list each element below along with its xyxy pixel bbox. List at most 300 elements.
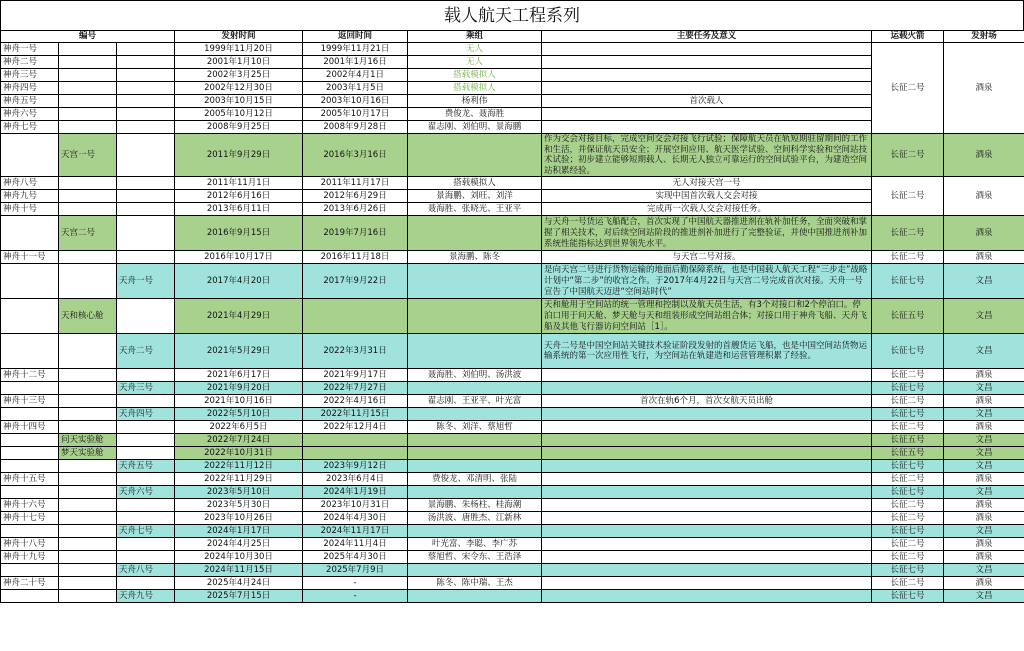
cell-launch-date: 2024年10月30日 — [175, 551, 303, 564]
cell-launch-date: 1999年11月20日 — [175, 43, 303, 56]
cell-shenzhou-id: 神舟二十号 — [1, 577, 59, 590]
cell-station-id — [59, 56, 117, 69]
cell-task — [542, 121, 872, 134]
cell-crew: 陈冬、陈中瑞、王杰 — [408, 577, 542, 590]
cell-site: 文昌 — [944, 334, 1024, 369]
cell-return-date: 2011年11月17日 — [303, 177, 408, 190]
cell-rocket: 长征七号 — [872, 486, 944, 499]
cell-crew — [408, 460, 542, 473]
cell-crew — [408, 216, 542, 251]
table-row — [1, 382, 1024, 395]
cell-return-date: 2022年4月16日 — [303, 395, 408, 408]
cell-cargo-id — [117, 473, 175, 486]
cell-shenzhou-id — [1, 590, 59, 603]
cell-site: 酒泉 — [944, 216, 1024, 251]
cell-station-id — [59, 177, 117, 190]
cell-rocket: 长征七号 — [872, 460, 944, 473]
cell-task — [542, 434, 872, 447]
cell-station-id — [59, 577, 117, 590]
cell-crew: 搭载模拟人 — [408, 82, 542, 95]
cell-rocket: 长征二号 — [872, 538, 944, 551]
cell-task: 天和舱用于空间站的统一管理和控制以及航天员生活，有3个对接口和2个停泊口。停泊口用于问天舱、梦天舱与天和组装形成空间站组合体；对接口用于神舟飞船、天舟飞船及其他飞行器访问空间站［1］。 — [542, 299, 872, 334]
cell-cargo-id — [117, 69, 175, 82]
cell-return-date: 2022年7月27日 — [303, 382, 408, 395]
table-row — [1, 551, 1024, 564]
cell-cargo-id — [117, 216, 175, 251]
cell-rocket: 长征二号 — [872, 421, 944, 434]
cell-station-id — [59, 473, 117, 486]
cell-launch-date: 2022年11月12日 — [175, 460, 303, 473]
cell-crew — [408, 564, 542, 577]
cell-cargo-id — [117, 95, 175, 108]
cell-crew: 费俊龙、聂海胜 — [408, 108, 542, 121]
cell-site: 酒泉 — [944, 177, 1024, 216]
cell-launch-date: 2021年9月20日 — [175, 382, 303, 395]
cell-cargo-id — [117, 203, 175, 216]
cell-cargo-id — [117, 108, 175, 121]
cell-task: 是向天宫二号进行货物运输的地面后勤保障系统，也是中国载人航天工程“三步走”战略计划中“第二步”的收官之作。于2017年4月22日与天宫二号完成首次对接。天舟一号宣告了中国航天迈进“空间站时代” — [542, 264, 872, 299]
cell-return-date: 2003年1月5日 — [303, 82, 408, 95]
cell-cargo-id — [117, 251, 175, 264]
cell-return-date: 2001年1月16日 — [303, 56, 408, 69]
cell-cargo-id — [117, 134, 175, 177]
cell-return-date: 1999年11月21日 — [303, 43, 408, 56]
cell-task — [542, 486, 872, 499]
table-row — [1, 538, 1024, 551]
cell-launch-date: 2024年1月17日 — [175, 525, 303, 538]
cell-shenzhou-id: 神舟七号 — [1, 121, 59, 134]
cell-site: 酒泉 — [944, 421, 1024, 434]
table-row — [1, 512, 1024, 525]
cell-rocket: 长征二号 — [872, 395, 944, 408]
cell-crew: 景海鹏、陈冬 — [408, 251, 542, 264]
table-row — [1, 82, 1024, 95]
cell-return-date: 2024年4月30日 — [303, 512, 408, 525]
cell-site: 酒泉 — [944, 369, 1024, 382]
cell-shenzhou-id — [1, 460, 59, 473]
cell-task — [542, 499, 872, 512]
cell-site: 文昌 — [944, 408, 1024, 421]
cell-launch-date: 2011年11月1日 — [175, 177, 303, 190]
cell-task: 与天宫二号对接。 — [542, 251, 872, 264]
cell-rocket: 长征二号 — [872, 551, 944, 564]
table-row — [1, 251, 1024, 264]
cell-crew: 蔡旭哲、宋令东、王浩泽 — [408, 551, 542, 564]
cell-task — [542, 447, 872, 460]
cell-shenzhou-id: 神舟十一号 — [1, 251, 59, 264]
cell-task — [542, 82, 872, 95]
cell-station-id: 天宫一号 — [59, 134, 117, 177]
cell-shenzhou-id: 神舟八号 — [1, 177, 59, 190]
cell-launch-date: 2025年4月24日 — [175, 577, 303, 590]
cell-crew: 搭载模拟人 — [408, 177, 542, 190]
cell-launch-date: 2024年4月25日 — [175, 538, 303, 551]
table-row — [1, 473, 1024, 486]
cell-shenzhou-id — [1, 299, 59, 334]
table-row — [1, 69, 1024, 82]
cell-cargo-id — [117, 299, 175, 334]
table-row — [1, 577, 1024, 590]
cell-shenzhou-id: 神舟十五号 — [1, 473, 59, 486]
cell-launch-date: 2002年12月30日 — [175, 82, 303, 95]
table-row — [1, 395, 1024, 408]
cell-launch-date: 2002年3月25日 — [175, 69, 303, 82]
cell-return-date: 2019年7月16日 — [303, 216, 408, 251]
cell-rocket: 长征七号 — [872, 525, 944, 538]
cell-site: 酒泉 — [944, 251, 1024, 264]
cell-site: 文昌 — [944, 264, 1024, 299]
cell-station-id — [59, 460, 117, 473]
cell-station-id — [59, 95, 117, 108]
cell-launch-date: 2022年6月5日 — [175, 421, 303, 434]
cell-launch-date: 2003年10月15日 — [175, 95, 303, 108]
cell-task — [542, 460, 872, 473]
cell-shenzhou-id: 神舟六号 — [1, 108, 59, 121]
table-row — [1, 95, 1024, 108]
table-row — [1, 43, 1024, 56]
table-row — [1, 177, 1024, 190]
cell-site: 酒泉 — [944, 577, 1024, 590]
cell-shenzhou-id — [1, 382, 59, 395]
table-row — [1, 590, 1024, 603]
cell-shenzhou-id: 神舟十号 — [1, 203, 59, 216]
cell-rocket: 长征二号 — [872, 577, 944, 590]
cell-crew — [408, 525, 542, 538]
cell-return-date: 2025年4月30日 — [303, 551, 408, 564]
cell-shenzhou-id — [1, 525, 59, 538]
cell-cargo-id: 天舟九号 — [117, 590, 175, 603]
cell-launch-date: 2005年10月12日 — [175, 108, 303, 121]
cell-station-id — [59, 538, 117, 551]
cell-station-id — [59, 512, 117, 525]
cell-task — [542, 43, 872, 56]
cell-rocket: 长征二号 — [872, 134, 944, 177]
cell-rocket: 长征二号 — [872, 216, 944, 251]
table-row — [1, 264, 1024, 299]
cell-shenzhou-id — [1, 216, 59, 251]
cell-cargo-id — [117, 512, 175, 525]
cell-task: 与天舟一号货运飞船配合，首次实现了中国航天器推进剂在轨补加任务，全面突破和掌握了相关技术，对后续空间站阶段的推进剂补加进行了完整验证，并使中国推进剂补加系统性能指标达到世界领先水平。 — [542, 216, 872, 251]
cell-return-date: - — [303, 590, 408, 603]
cell-shenzhou-id: 神舟十六号 — [1, 499, 59, 512]
cell-task — [542, 408, 872, 421]
cell-crew: 无人 — [408, 43, 542, 56]
cell-site: 酒泉 — [944, 499, 1024, 512]
cell-station-id: 梦天实验舱 — [59, 447, 117, 460]
cell-shenzhou-id: 神舟三号 — [1, 69, 59, 82]
cell-launch-date: 2023年5月30日 — [175, 499, 303, 512]
cell-cargo-id — [117, 43, 175, 56]
cell-task — [542, 382, 872, 395]
cell-shenzhou-id: 神舟十九号 — [1, 551, 59, 564]
table-row — [1, 434, 1024, 447]
cell-cargo-id — [117, 82, 175, 95]
cell-return-date: 2016年11月18日 — [303, 251, 408, 264]
cell-shenzhou-id — [1, 408, 59, 421]
cell-station-id — [59, 369, 117, 382]
cell-cargo-id — [117, 538, 175, 551]
cell-launch-date: 2025年7月15日 — [175, 590, 303, 603]
cell-site: 文昌 — [944, 486, 1024, 499]
cell-shenzhou-id — [1, 264, 59, 299]
cell-task: 首次载人 — [542, 95, 872, 108]
cell-shenzhou-id: 神舟九号 — [1, 190, 59, 203]
cell-cargo-id: 天舟八号 — [117, 564, 175, 577]
cell-launch-date: 2022年10月31日 — [175, 447, 303, 460]
cell-shenzhou-id — [1, 334, 59, 369]
cell-rocket: 长征七号 — [872, 564, 944, 577]
cell-station-id — [59, 551, 117, 564]
header-rocket: 运载火箭 — [872, 31, 944, 43]
cell-task: 作为交会对接目标，完成空间交会对接飞行试验；保障航天员在轨短期驻留期间的工作和生活，并保证航天员安全；开展空间应用、航天医学试验、空间科学实验和空间站技术试验；初步建立能够短期载人、长期无人独立可靠运行的空间试验平台，为建造空间站积累经验。 — [542, 134, 872, 177]
cell-shenzhou-id — [1, 447, 59, 460]
header-launch: 发射时间 — [175, 31, 303, 43]
cell-return-date: 2024年11月4日 — [303, 538, 408, 551]
cell-task — [542, 56, 872, 69]
table-row — [1, 190, 1024, 203]
cell-site: 文昌 — [944, 382, 1024, 395]
cell-task — [542, 538, 872, 551]
cell-shenzhou-id: 神舟十二号 — [1, 369, 59, 382]
cell-crew — [408, 408, 542, 421]
cell-rocket: 长征二号 — [872, 177, 944, 216]
cell-launch-date: 2011年9月29日 — [175, 134, 303, 177]
cell-return-date: 2003年10月16日 — [303, 95, 408, 108]
cell-crew: 陈冬、刘洋、蔡旭哲 — [408, 421, 542, 434]
cell-task: 实现中国首次载人交会对接 — [542, 190, 872, 203]
cell-station-id — [59, 421, 117, 434]
cell-task: 天舟二号是中国空间站关键技术验证阶段发射的首艘货运飞船，也是中国空间站货物运输系统的第一次应用性飞行，为空间站在轨建造和运营管理积累了经验。 — [542, 334, 872, 369]
cell-station-id — [59, 251, 117, 264]
cell-rocket: 长征二号 — [872, 369, 944, 382]
cell-site: 文昌 — [944, 564, 1024, 577]
cell-task: 首次在轨6个月，首次女航天员出舱 — [542, 395, 872, 408]
cell-rocket: 长征七号 — [872, 382, 944, 395]
cell-shenzhou-id: 神舟五号 — [1, 95, 59, 108]
cell-cargo-id: 天舟六号 — [117, 486, 175, 499]
cell-task — [542, 69, 872, 82]
cell-cargo-id: 天舟一号 — [117, 264, 175, 299]
cell-crew: 景海鹏、刘旺、刘洋 — [408, 190, 542, 203]
cell-launch-date: 2008年9月25日 — [175, 121, 303, 134]
cell-cargo-id — [117, 447, 175, 460]
cell-station-id: 天和核心舱 — [59, 299, 117, 334]
table-row — [1, 460, 1024, 473]
cell-return-date: 2024年1月19日 — [303, 486, 408, 499]
cell-crew: 杨利伟 — [408, 95, 542, 108]
cell-return-date: 2025年7月9日 — [303, 564, 408, 577]
cell-launch-date: 2016年10月17日 — [175, 251, 303, 264]
cell-crew: 聂海胜、张晓光、王亚平 — [408, 203, 542, 216]
cell-launch-date: 2016年9月15日 — [175, 216, 303, 251]
cell-cargo-id: 天舟七号 — [117, 525, 175, 538]
cell-station-id — [59, 525, 117, 538]
cell-rocket: 长征五号 — [872, 447, 944, 460]
header-return: 返回时间 — [303, 31, 408, 43]
cell-cargo-id — [117, 577, 175, 590]
cell-task — [542, 564, 872, 577]
cell-crew — [408, 447, 542, 460]
cell-shenzhou-id: 神舟十三号 — [1, 395, 59, 408]
cell-return-date: 2008年9月28日 — [303, 121, 408, 134]
cell-station-id — [59, 190, 117, 203]
table-row — [1, 408, 1024, 421]
table-row — [1, 447, 1024, 460]
cell-launch-date: 2021年4月29日 — [175, 299, 303, 334]
cell-site: 酒泉 — [944, 538, 1024, 551]
table-row — [1, 134, 1024, 177]
cell-launch-date: 2022年5月10日 — [175, 408, 303, 421]
cell-rocket: 长征五号 — [872, 299, 944, 334]
cell-crew — [408, 486, 542, 499]
cell-rocket: 长征七号 — [872, 590, 944, 603]
cell-site: 酒泉 — [944, 473, 1024, 486]
cell-return-date: 2023年9月12日 — [303, 460, 408, 473]
cell-return-date: 2022年12月4日 — [303, 421, 408, 434]
cell-task — [542, 577, 872, 590]
cell-site: 酒泉 — [944, 134, 1024, 177]
cell-cargo-id: 天舟三号 — [117, 382, 175, 395]
table-row — [1, 525, 1024, 538]
table-row — [1, 203, 1024, 216]
cell-cargo-id — [117, 56, 175, 69]
cell-task — [542, 369, 872, 382]
cell-site: 文昌 — [944, 434, 1024, 447]
cell-crew — [408, 382, 542, 395]
cell-station-id — [59, 382, 117, 395]
cell-launch-date: 2012年6月16日 — [175, 190, 303, 203]
cell-site: 酒泉 — [944, 395, 1024, 408]
table-row — [1, 299, 1024, 334]
cell-site: 文昌 — [944, 590, 1024, 603]
cell-rocket: 长征二号 — [872, 473, 944, 486]
cell-task — [542, 512, 872, 525]
cell-return-date: 2023年10月31日 — [303, 499, 408, 512]
cell-rocket: 长征二号 — [872, 512, 944, 525]
cell-station-id — [59, 69, 117, 82]
cell-return-date: 2021年9月17日 — [303, 369, 408, 382]
cell-station-id: 天宫二号 — [59, 216, 117, 251]
cell-task — [542, 473, 872, 486]
cell-task — [542, 108, 872, 121]
cell-launch-date: 2022年7月24日 — [175, 434, 303, 447]
cell-cargo-id — [117, 551, 175, 564]
cell-crew — [408, 434, 542, 447]
cell-return-date: 2013年6月26日 — [303, 203, 408, 216]
cell-crew — [408, 134, 542, 177]
table-row — [1, 369, 1024, 382]
cell-task — [542, 525, 872, 538]
cell-task: 无人对接天宫一号 — [542, 177, 872, 190]
cell-rocket: 长征五号 — [872, 434, 944, 447]
cell-cargo-id — [117, 177, 175, 190]
cell-crew — [408, 299, 542, 334]
cell-task — [542, 551, 872, 564]
cell-rocket: 长征二号 — [872, 251, 944, 264]
cell-return-date: 2022年3月31日 — [303, 334, 408, 369]
cell-rocket: 长征七号 — [872, 264, 944, 299]
cell-site: 文昌 — [944, 299, 1024, 334]
cell-cargo-id: 天舟二号 — [117, 334, 175, 369]
table-row — [1, 334, 1024, 369]
cell-station-id — [59, 43, 117, 56]
cell-crew: 翟志刚、王亚平、叶光富 — [408, 395, 542, 408]
cell-station-id: 问天实验舱 — [59, 434, 117, 447]
cell-site: 文昌 — [944, 525, 1024, 538]
cell-shenzhou-id: 神舟十八号 — [1, 538, 59, 551]
table-row — [1, 108, 1024, 121]
cell-crew: 叶光富、李聪、李广苏 — [408, 538, 542, 551]
table-row — [1, 564, 1024, 577]
cell-site: 酒泉 — [944, 551, 1024, 564]
cell-crew — [408, 590, 542, 603]
cell-rocket: 长征二号 — [872, 43, 944, 134]
cell-shenzhou-id: 神舟二号 — [1, 56, 59, 69]
cell-site: 酒泉 — [944, 512, 1024, 525]
cell-crew: 搭载模拟人 — [408, 69, 542, 82]
cell-crew: 无人 — [408, 56, 542, 69]
cell-rocket: 长征七号 — [872, 334, 944, 369]
cell-station-id — [59, 395, 117, 408]
cell-shenzhou-id: 神舟四号 — [1, 82, 59, 95]
cell-cargo-id — [117, 190, 175, 203]
cell-return-date: 2016年3月16日 — [303, 134, 408, 177]
table-row — [1, 421, 1024, 434]
table-row — [1, 499, 1024, 512]
cell-shenzhou-id: 神舟十四号 — [1, 421, 59, 434]
cell-crew: 景海鹏、朱杨柱、桂海潮 — [408, 499, 542, 512]
cell-launch-date: 2024年11月15日 — [175, 564, 303, 577]
cell-return-date: 2022年11月15日 — [303, 408, 408, 421]
cell-cargo-id — [117, 421, 175, 434]
cell-station-id — [59, 408, 117, 421]
cell-station-id — [59, 334, 117, 369]
cell-launch-date: 2017年4月20日 — [175, 264, 303, 299]
cell-crew: 费俊龙、邓清明、张陆 — [408, 473, 542, 486]
cell-launch-date: 2022年11月29日 — [175, 473, 303, 486]
cell-crew: 汤洪波、唐胜杰、江新林 — [408, 512, 542, 525]
cell-return-date: 2005年10月17日 — [303, 108, 408, 121]
cell-rocket: 长征二号 — [872, 499, 944, 512]
cell-crew: 翟志刚、刘伯明、景海鹏 — [408, 121, 542, 134]
cell-shenzhou-id — [1, 134, 59, 177]
cell-return-date — [303, 447, 408, 460]
cell-crew — [408, 264, 542, 299]
cell-shenzhou-id — [1, 434, 59, 447]
cell-rocket: 长征七号 — [872, 408, 944, 421]
cell-station-id — [59, 203, 117, 216]
cell-shenzhou-id — [1, 564, 59, 577]
cell-return-date: 2023年6月4日 — [303, 473, 408, 486]
sheet-title: 载人航天工程系列 — [0, 0, 1024, 30]
cell-station-id — [59, 486, 117, 499]
cell-shenzhou-id: 神舟十七号 — [1, 512, 59, 525]
cell-station-id — [59, 82, 117, 95]
cell-return-date: 2024年11月17日 — [303, 525, 408, 538]
cell-shenzhou-id: 神舟一号 — [1, 43, 59, 56]
cell-station-id — [59, 564, 117, 577]
cell-return-date — [303, 434, 408, 447]
cell-return-date: 2017年9月22日 — [303, 264, 408, 299]
cell-launch-date: 2023年5月10日 — [175, 486, 303, 499]
cell-cargo-id — [117, 395, 175, 408]
table-row — [1, 56, 1024, 69]
cell-cargo-id — [117, 499, 175, 512]
cell-return-date: 2012年6月29日 — [303, 190, 408, 203]
header-id: 编号 — [1, 31, 175, 43]
cell-site: 文昌 — [944, 460, 1024, 473]
cell-launch-date: 2021年6月17日 — [175, 369, 303, 382]
